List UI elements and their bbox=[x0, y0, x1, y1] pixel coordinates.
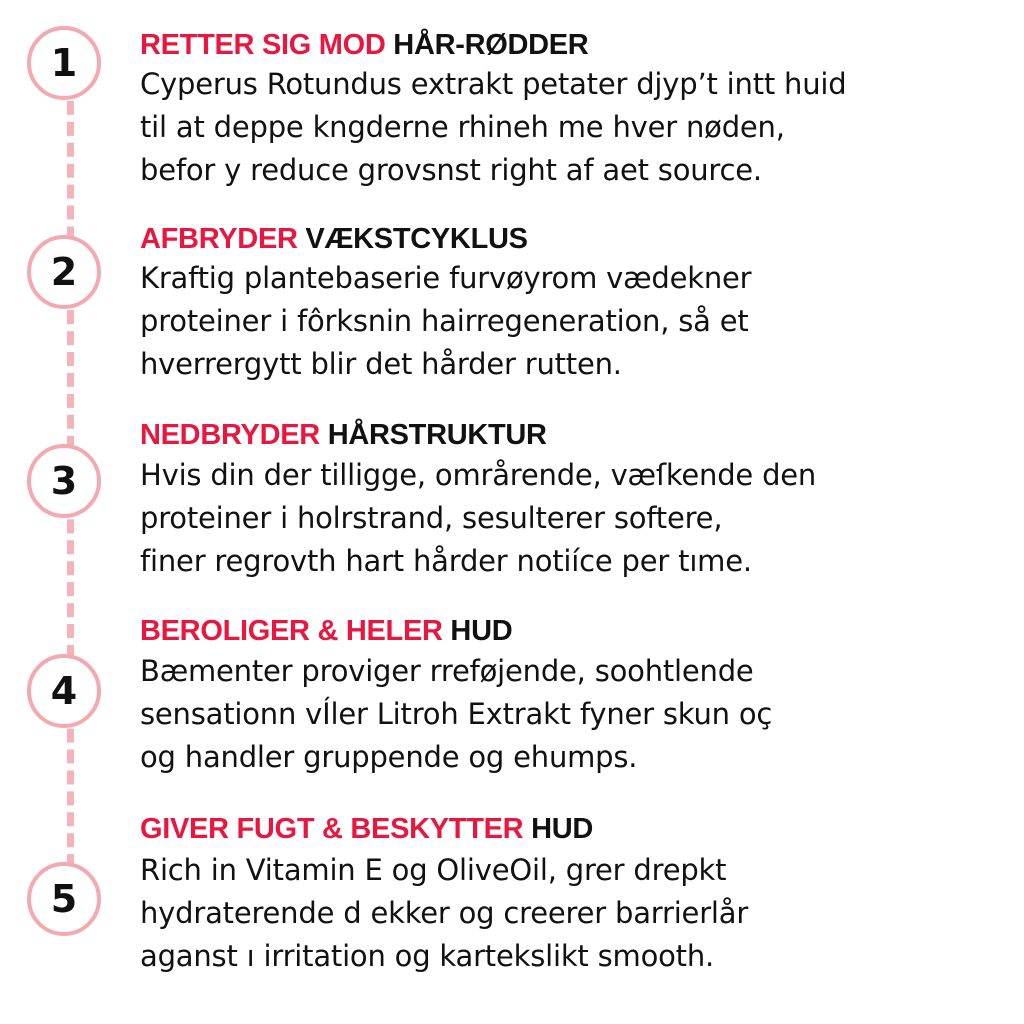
description-line: og handler gruppende og ehumps. bbox=[140, 740, 638, 774]
step-description bbox=[140, 257, 1000, 386]
step-number: 5 bbox=[50, 877, 78, 921]
description-line: sensationn vÍler Litroh Extrakt fyner skun oç bbox=[140, 697, 773, 731]
step-title-rest: HÅR-RØDDER bbox=[393, 29, 589, 61]
description-line: Bæmenter proviger rreføjende, soohtlende bbox=[140, 654, 754, 688]
description-line: Rich in Vitamin E og OliveOil, grer drepkt bbox=[140, 853, 727, 887]
step-title bbox=[140, 812, 593, 846]
description-line: befor y reduce grovsnst right af aet source. bbox=[140, 153, 762, 187]
step-number-badge bbox=[27, 862, 101, 936]
step-number: 1 bbox=[50, 41, 78, 85]
description-line: hverrergytt blir det hårder rutten. bbox=[140, 347, 622, 381]
step-description bbox=[140, 650, 1000, 779]
step-title-accent: GIVER FUGT & BESKYTTER bbox=[140, 813, 524, 845]
step-title-accent: AFBRYDER bbox=[140, 223, 298, 255]
description-line: proteiner i fôrksnin hairregeneration, så et bbox=[140, 304, 749, 338]
step-title bbox=[140, 28, 588, 62]
step-title-accent: BEROLIGER & HELER bbox=[140, 615, 443, 647]
step-title-rest: HUD bbox=[531, 813, 594, 845]
step-title bbox=[140, 222, 528, 256]
step-title-accent: NEDBRYDER bbox=[140, 419, 320, 451]
description-line: finer regrovth hart hårder notiíce per tıme. bbox=[140, 544, 752, 578]
description-line: proteiner i holrstrand, sesulterer softere, bbox=[140, 501, 723, 535]
description-line: Hvis din der tilligge, områrende, væſkende den bbox=[140, 458, 817, 492]
step-description bbox=[140, 849, 1000, 978]
step-number-badge bbox=[27, 444, 101, 518]
step-number: 4 bbox=[50, 669, 78, 713]
description-line: Cyperus Rotundus extrakt petater djyp’t intt huid bbox=[140, 67, 847, 101]
step-title-rest: HÅRSTRUKTUR bbox=[327, 419, 547, 451]
step-description bbox=[140, 454, 1000, 583]
step-number-badge bbox=[27, 26, 101, 100]
step-number: 3 bbox=[50, 459, 78, 503]
step-title-accent: RETTER SIG MOD bbox=[140, 29, 386, 61]
description-line: hydraterende d ekker og creerer barrierlår bbox=[140, 896, 749, 930]
step-title-rest: HUD bbox=[450, 615, 513, 647]
step-title-rest: VÆKSTCYKLUS bbox=[305, 223, 528, 255]
step-number-badge bbox=[27, 235, 101, 309]
description-line: Kraftig plantebaserie furvøyrom vædekner bbox=[140, 261, 752, 295]
description-line: aganst ı irritation og kartekslikt smooth. bbox=[140, 939, 715, 973]
step-number: 2 bbox=[50, 250, 78, 294]
step-title bbox=[140, 418, 547, 452]
step-title bbox=[140, 614, 512, 648]
description-line: til at deppe kngderne rhineh me hver nøden, bbox=[140, 110, 785, 144]
step-number-badge bbox=[27, 654, 101, 728]
step-description bbox=[140, 63, 1000, 192]
